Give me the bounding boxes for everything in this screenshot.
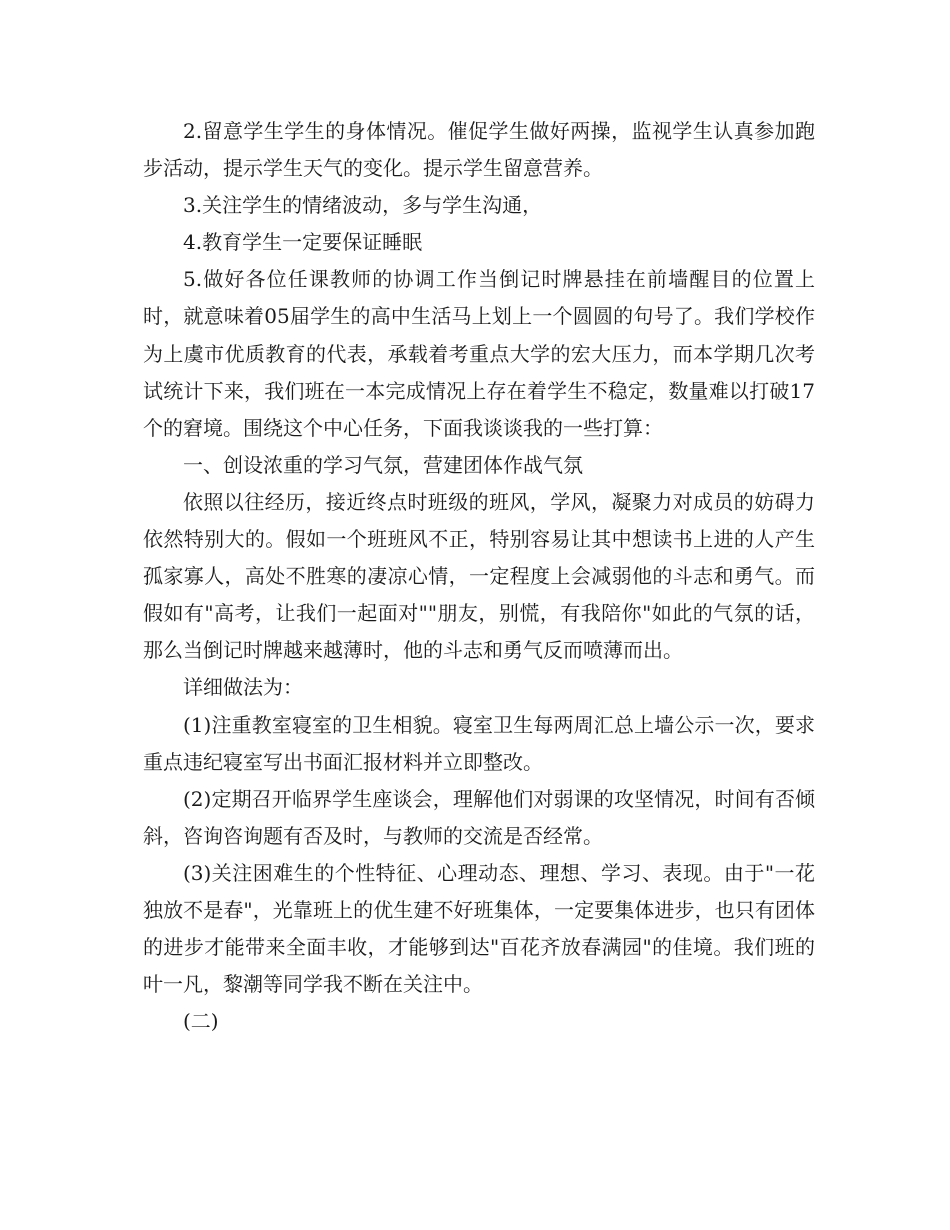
document-body <box>143 113 815 1040</box>
section-heading-1: 一、创设浓重的学习气氛，营建团体作战气氛 <box>183 452 583 477</box>
section-heading-2: (二) <box>183 1009 219 1034</box>
paragraph-item-3: 3.关注学生的情绪波动，多与学生沟通， <box>183 193 543 218</box>
paragraph-method-1: (1)注重教室寝室的卫生相貌。寝室卫生每两周汇总上墙公示一次，要求重点违纪寝室写出书面汇报材料并立即整改。 <box>143 712 815 774</box>
paragraph-method-3: (3)关注困难生的个性特征、心理动态、理想、学习、表现。由于"一花独放不是春"，光靠班上的优生建不好班集体，一定要集体进步，也只有团体的进步才能带来全面丰收，才能够到达"百花齐放春满园"的佳境。我们班的叶一凡，黎潮等同学我不断在关注中。 <box>143 860 815 997</box>
paragraph-item-5: 5.做好各位任课教师的协调工作当倒记时牌悬挂在前墙醒目的位置上时，就意味着05届学生的高中生活马上划上一个圆圆的句号了。我们学校作为上虞市优质教育的代表，承载着考重点大学的宏大压力，而本学期几次考试统计下来，我们班在一本完成情况上存在着学生不稳定，数量难以打破17个的窘境。围绕这个中心任务，下面我谈谈我的一些打算： <box>143 267 815 440</box>
paragraph-experience: 依照以往经历，接近终点时班级的班风，学风，凝聚力对成员的妨碍力依然特别大的。假如一个班班风不正，特别容易让其中想读书上进的人产生孤家寡人，高处不胜寒的凄凉心情，一定程度上会减弱他的斗志和勇气。而假如有"高考，让我们一起面对""朋友，别慌，有我陪你"如此的气氛的话，那么当倒记时牌越来越薄时，他的斗志和勇气反而喷薄而出。 <box>143 489 815 663</box>
paragraph-item-4: 4.教育学生一定要保证睡眠 <box>183 230 423 255</box>
paragraph-method-2: (2)定期召开临界学生座谈会，理解他们对弱课的攻坚情况，时间有否倾斜，咨询咨询题有否及时，与教师的交流是否经常。 <box>143 786 815 848</box>
paragraph-methods-intro: 详细做法为： <box>183 675 303 700</box>
paragraph-item-2: 2.留意学生学生的身体情况。催促学生做好两操，监视学生认真参加跑步活动，提示学生天气的变化。提示学生留意营养。 <box>143 119 815 181</box>
